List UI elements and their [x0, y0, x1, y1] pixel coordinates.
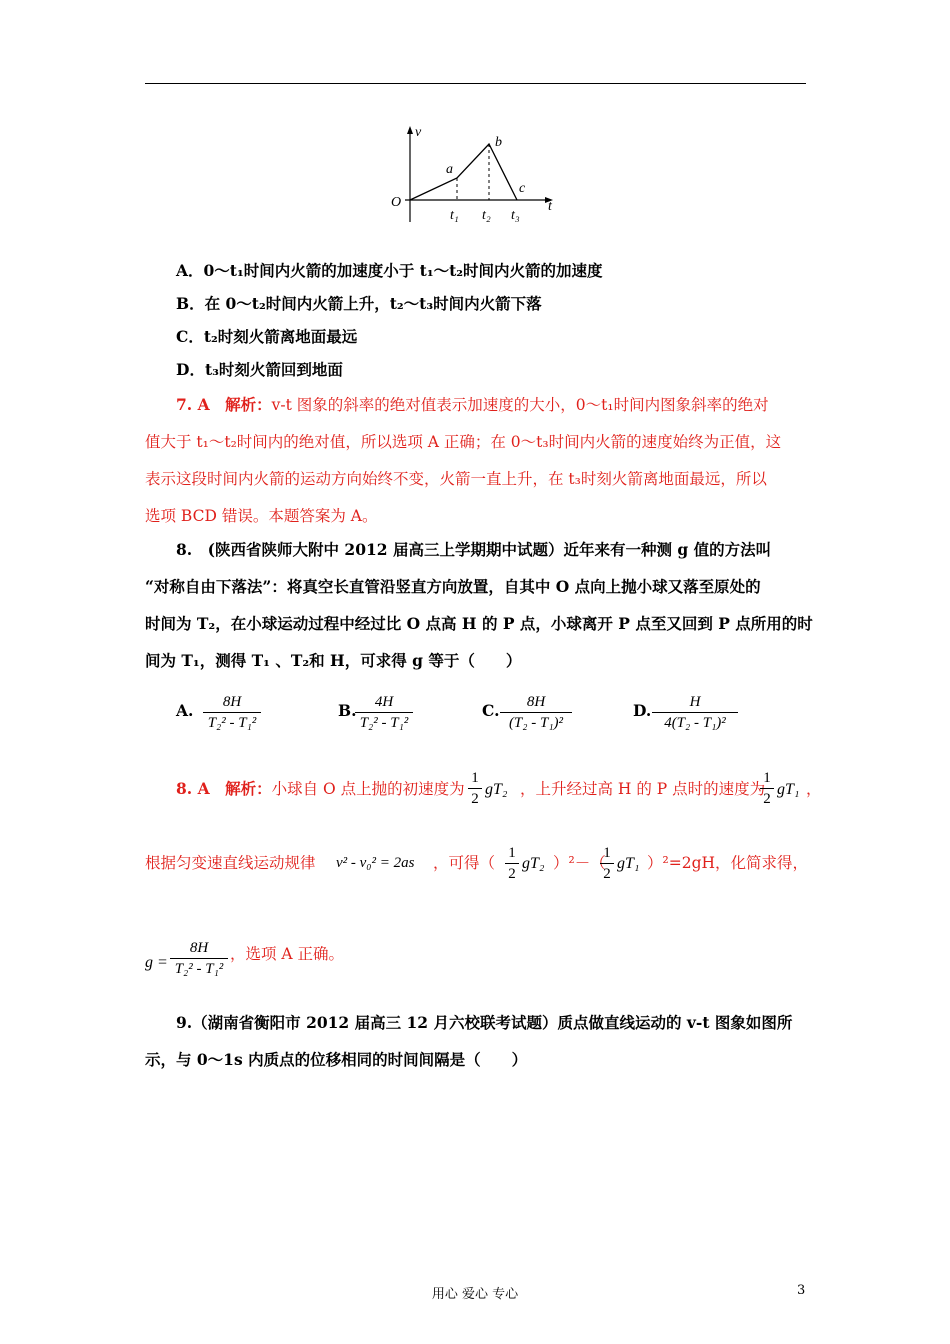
q8-stem-line-4: 间为 T₁，测得 T₁ 、T₂和 H，可求得 g 等于（ ）: [145, 651, 522, 670]
label-t: t: [548, 199, 552, 214]
gT2-term-1: gT₂: [485, 781, 508, 798]
q8-answer-text-2a: 根据匀变速直线运动规律: [145, 854, 316, 872]
q7-answer-line-4: 选项 BCD 错误。本题答案为 A。: [145, 507, 378, 525]
label-b: b: [495, 135, 502, 150]
label-v: v: [415, 125, 422, 140]
q9-stem-line-1: 9.（湖南省衡阳市 2012 届高三 12 月六校联考试题）质点做直线运动的 v-t 图象如图所: [176, 1013, 793, 1032]
q8-option-b-num: 4H: [374, 694, 394, 710]
q8-option-c-fraction: [500, 693, 572, 732]
q8-option-c-label: C.: [482, 701, 500, 720]
half-num-4: 1: [603, 845, 611, 861]
q7-answer-text-1: v-t 图象的斜率的绝对值表示加速度的大小，0～t₁时间内图象斜率的绝对: [271, 396, 769, 414]
g-result-den: T₂² - T₁²: [174, 961, 224, 977]
q8-half-fraction-4: [600, 844, 614, 883]
v-axis-arrow: [407, 126, 413, 134]
q7-answer-line-3: 表示这段时间内火箭的运动方向始终不变，火箭一直上升，在 t₃时刻火箭离地面最远，所以: [145, 470, 767, 488]
half-den-1: 2: [471, 791, 479, 807]
footer-text: 用心 爱心 专心: [431, 1287, 519, 1302]
q9-stem-line-2: 示，与 0～1s 内质点的位移相同的时间间隔是（ ）: [145, 1050, 528, 1069]
q8-answer-line-1: [176, 779, 465, 799]
q8-option-c-num: 8H: [526, 694, 546, 710]
q8-answer-comma: ，: [806, 780, 822, 798]
q8-option-d-num: H: [689, 694, 701, 710]
gT1-term-2: gT₁: [617, 855, 640, 872]
q7-option-b: B．在 0～t₂时间内火箭上升，t₂～t₃时间内火箭下落: [176, 294, 542, 313]
q8-option-b-den: T₂² - T₁²: [359, 715, 409, 731]
label-a: a: [446, 162, 453, 177]
q8-half-fraction-1: [468, 769, 482, 808]
q8-option-d-fraction: [652, 693, 738, 732]
half-den-2: 2: [763, 791, 771, 807]
q8-option-b-fraction: [355, 693, 413, 732]
q8-option-a-num: 8H: [222, 694, 242, 710]
gT2-term-2: gT₂: [522, 855, 545, 872]
q8-option-a-den: T₂² - T₁²: [207, 715, 257, 731]
q8-answer-text-2b: ，可得（: [433, 854, 496, 872]
q8-option-a-fraction: [203, 693, 261, 732]
kinematics-equation: v² - v₀² = 2as: [336, 855, 415, 871]
q8-stem-line-3: 时间为 T₂，在小球运动过程中经过比 O 点高 H 的 P 点，小球离开 P 点至又回到 P 点所用的时: [145, 614, 813, 633]
q8-option-c-den: (T₂ - T₁)²: [508, 715, 564, 731]
q8-answer-text-3: ，选项 A 正确。: [230, 945, 345, 963]
q8-stem-line-1: 8. (陕西省陕师大附中 2012 届高三上学期期中试题）近年来有一种测 g 值的方法叫: [176, 540, 772, 559]
q8-half-fraction-3: [505, 844, 519, 883]
half-num-2: 1: [763, 770, 771, 786]
half-den-3: 2: [508, 866, 516, 882]
vt-graph: [385, 122, 565, 232]
q8-option-d-label: D.: [633, 701, 652, 720]
page-number: 3: [797, 1283, 806, 1298]
q7-answer-label: 7. A 解析：: [176, 395, 272, 414]
q8-answer-text-1b: ，上升经过高 H 的 P 点时的速度为: [520, 780, 766, 798]
half-den-4: 2: [603, 866, 611, 882]
label-t3: t₃: [511, 208, 520, 223]
q7-answer-line-2: 值大于 t₁～t₂时间内的绝对值，所以选项 A 正确；在 0～t₃时间内火箭的速度始终为正值，这: [145, 433, 782, 451]
vt-curve: [410, 144, 517, 200]
g-result-num: 8H: [189, 940, 209, 956]
q8-answer-label: 8. A 解析：: [176, 779, 272, 798]
half-num-3: 1: [508, 845, 516, 861]
q8-answer-text-1a: 小球自 O 点上抛的初速度为: [271, 780, 465, 798]
q8-answer-text-2d: ）²=2gH，化简求得，: [647, 854, 809, 872]
gT1-term-1: gT₁: [777, 781, 800, 798]
q8-answer-text-2c: ）²－（: [553, 854, 606, 872]
q7-option-a: A．0～t₁时间内火箭的加速度小于 t₁～t₂时间内火箭的加速度: [176, 261, 603, 280]
q8-option-a-label: A.: [176, 701, 194, 720]
g-equals: g =: [145, 954, 168, 971]
g-result-fraction: [170, 939, 228, 978]
half-num-1: 1: [471, 770, 479, 786]
q7-option-d: D．t₃时刻火箭回到地面: [176, 360, 343, 379]
q8-stem-line-2: “对称自由下落法”：将真空长直管沿竖直方向放置，自其中 O 点向上抛小球又落至原处的: [145, 577, 761, 596]
label-t2: t₂: [482, 208, 491, 223]
label-origin: O: [391, 195, 402, 210]
label-c: c: [519, 181, 526, 196]
header-rule: [145, 83, 806, 84]
q7-answer-line-1: [176, 395, 769, 415]
q8-option-d-den: 4(T₂ - T₁)²: [664, 715, 726, 731]
q8-option-b-label: B.: [338, 701, 357, 720]
label-t1: t₁: [450, 208, 459, 223]
q8-half-fraction-2: [760, 769, 774, 808]
q7-option-c: C．t₂时刻火箭离地面最远: [176, 327, 358, 346]
